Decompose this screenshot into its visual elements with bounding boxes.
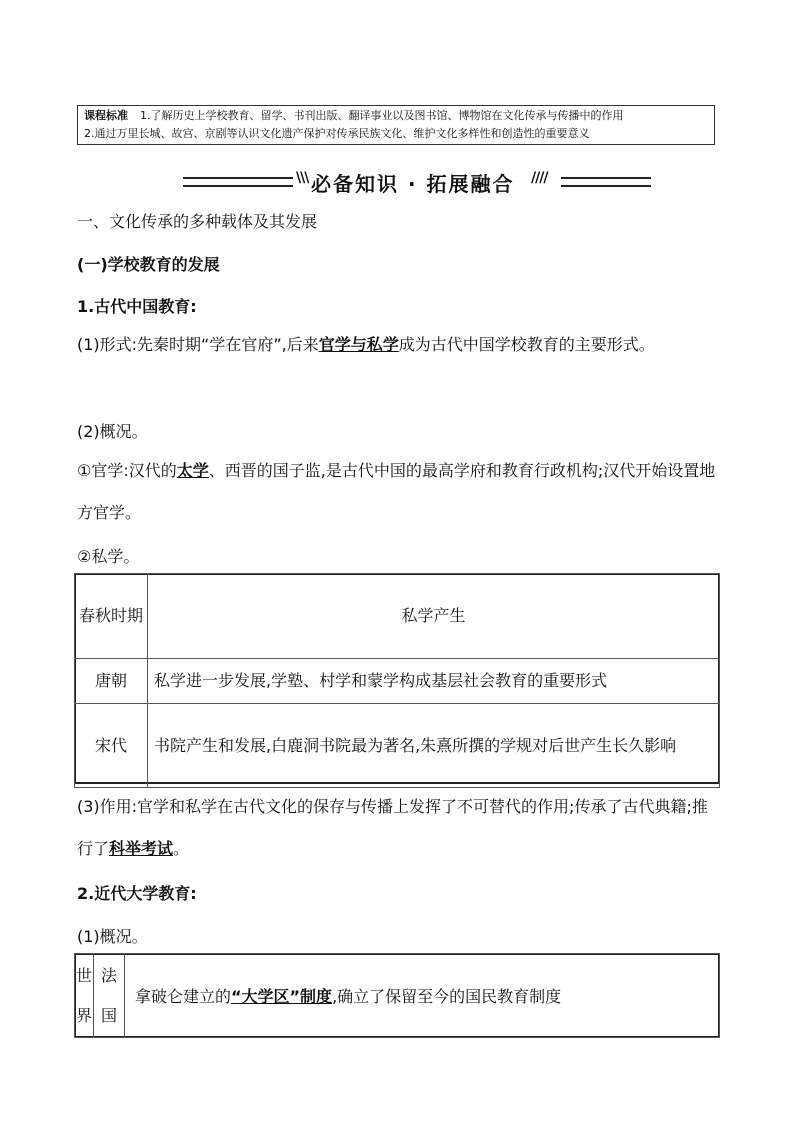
standards-tag: 课程标准 bbox=[84, 109, 128, 122]
table-row bbox=[75, 954, 720, 1038]
paragraph-overview: (2)概况。 bbox=[77, 422, 148, 441]
key-term: “大学区”制度 bbox=[231, 987, 333, 1006]
paragraph-function bbox=[77, 786, 722, 870]
paragraph-form bbox=[77, 324, 722, 366]
paragraph-private-school: ②私学。 bbox=[77, 547, 140, 566]
heading-modern-university: 2.近代大学教育: bbox=[77, 884, 197, 903]
key-term: 太学 bbox=[176, 461, 209, 480]
section-heading: 一、文化传承的多种载体及其发展 bbox=[77, 212, 318, 231]
table-row bbox=[75, 574, 720, 659]
private-school-table bbox=[74, 573, 720, 788]
banner-title: 必备知识 · 拓展融合 bbox=[311, 172, 515, 196]
standards-line1: 1.了解历史上学校教育、留学、书刊出版、翻译事业以及图书馆、博物馆在文化传承与传播中的作用 bbox=[140, 109, 624, 122]
curriculum-standards-box bbox=[77, 105, 715, 145]
paragraph-overview-2: (1)概况。 bbox=[77, 927, 148, 946]
desc-cell: 私学产生 bbox=[148, 574, 720, 659]
subsection-heading: (一)学校教育的发展 bbox=[77, 255, 220, 274]
desc-cell: 私学进一步发展,学塾、村学和蒙学构成基层社会教育的重要形式 bbox=[148, 659, 720, 704]
table-row bbox=[75, 659, 720, 704]
text: ,确立了保留至今的国民教育制度 bbox=[332, 987, 562, 1006]
period-cell: 唐朝 bbox=[75, 659, 148, 704]
key-term: 官学与私学 bbox=[318, 335, 399, 354]
heading-ancient-education: 1.古代中国教育: bbox=[77, 297, 197, 316]
country-cell: 法国 bbox=[94, 954, 125, 1038]
text: (3)作用:官学和私学在古代文化的保存与传播上发挥了不可替代的作用;传承了古代典籍;推行了 bbox=[77, 797, 708, 858]
text: 成为古代中国学校教育的主要形式。 bbox=[398, 335, 655, 354]
banner-right-rule bbox=[561, 177, 651, 187]
desc-cell: 书院产生和发展,白鹿洞书院最为著名,朱熹所撰的学规对后世产生长久影响 bbox=[148, 704, 720, 788]
university-table bbox=[74, 953, 720, 1038]
banner-left-slashes: \\\ bbox=[296, 170, 309, 186]
desc-cell bbox=[125, 954, 720, 1038]
text: 。 bbox=[173, 839, 190, 858]
banner-left-rule bbox=[183, 177, 293, 187]
text: (1)形式:先秦时期“学在官府”,后来 bbox=[77, 335, 319, 354]
key-term: 科举考试 bbox=[109, 839, 174, 858]
table-row bbox=[75, 704, 720, 788]
banner-right-slashes: //// bbox=[531, 170, 548, 186]
text: 拿破仑建立的 bbox=[135, 987, 232, 1006]
period-cell: 宋代 bbox=[75, 704, 148, 788]
period-cell: 春秋时期 bbox=[75, 574, 148, 659]
region-cell: 世界 bbox=[75, 954, 94, 1038]
text: 、西晋的国子监,是古代中国的最高学府和教育行政机构;汉代开始设置地方官学。 bbox=[77, 461, 716, 522]
standards-line2: 2.通过万里长城、故宫、京剧等认识文化遗产保护对传承民族文化、维护文化多样性和创造性的重要意义 bbox=[84, 127, 590, 140]
text: ①官学:汉代的 bbox=[77, 461, 177, 480]
paragraph-official-school bbox=[77, 450, 722, 534]
section-banner bbox=[183, 168, 651, 194]
